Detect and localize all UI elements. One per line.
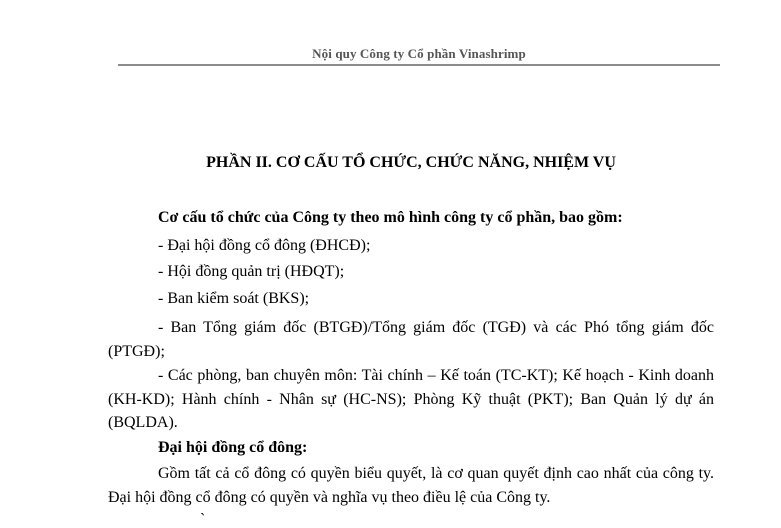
- section-heading: PHẦN II. CƠ CẤU TỔ CHỨC, CHỨC NĂNG, NHIỆM VỤ: [206, 154, 616, 171]
- header-title: Nội quy Công ty Cổ phần Vinashrimp: [312, 46, 526, 61]
- cut-off-line: `: [200, 511, 206, 528]
- body-paragraph: Gồm tất cả cổ đông có quyền biểu quyết, là cơ quan quyết định cao nhất của công ty. Đại hội đồng cổ đông có quyền và nghĩa vụ theo điều lệ của Công ty.: [108, 465, 714, 506]
- list-item: - Ban Tổng giám đốc (BTGĐ)/Tổng giám đốc (TGĐ) và các Phó tổng giám đốc (PTGĐ);: [108, 319, 714, 360]
- intro-text: Cơ cấu tổ chức của Công ty theo mô hình công ty cổ phần, bao gồm:: [158, 209, 623, 226]
- subheading: Đại hội đồng cổ đông:: [158, 439, 308, 456]
- list-item: - Các phòng, ban chuyên môn: Tài chính – Kế toán (TC-KT); Kế hoạch - Kinh doanh (KH-KD); Hành chính - Nhân sự (HC-NS); Phòng Kỹ thuật (PKT); Ban Quản lý dự án (BQLDA).: [108, 367, 714, 431]
- header-divider: [118, 64, 720, 66]
- list-item: - Ban kiểm soát (BKS);: [158, 290, 310, 307]
- list-item: - Đại hội đồng cổ đông (ĐHCĐ);: [158, 237, 371, 254]
- list-item: - Hội đồng quản trị (HĐQT);: [158, 263, 345, 280]
